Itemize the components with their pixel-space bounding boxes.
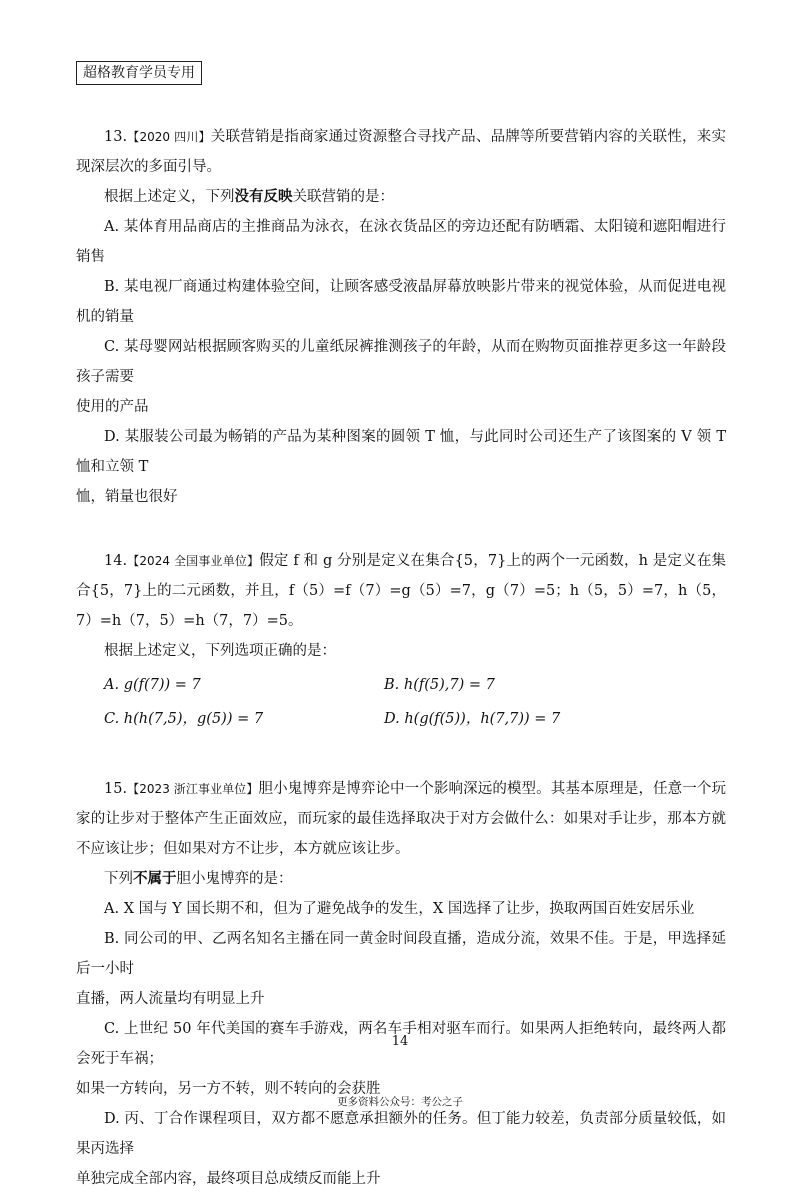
q13-option-d-line2: 恤，销量也很好: [76, 489, 178, 505]
q15-option-b-line1: B. 同公司的甲、乙两名知名主播在同一黄金时间段直播，造成分流，效果不佳。于是，甲选择延后一小时: [76, 931, 726, 977]
q13-prompt-bold: 没有反映: [234, 188, 293, 205]
q14-option-a: A. g(f(7)) = 7: [104, 677, 201, 693]
q13-option-c-line1: C. 某母婴网站根据顾客购买的儿童纸尿裤推测孩子的年龄，从而在购物页面推荐更多这一年龄段孩子需要: [76, 339, 726, 385]
question-13: [76, 122, 726, 512]
q15-prompt-bold: 不属于: [133, 870, 177, 887]
q14-prompt: 根据上述定义，下列选项正确的是：: [104, 643, 336, 659]
q14-options-row-1: [76, 670, 726, 700]
q13-prompt-post: 关联营销的是：: [292, 189, 394, 205]
q14-option-c: C. h(h(7,5)，g(5)) = 7: [104, 711, 264, 727]
q13-option-d-line1: D. 某服装公司最为畅销的产品为某种图案的圆领 T 恤，与此同时公司还生产了该图案的 V 领 T 恤和立领 T: [76, 429, 726, 475]
q15-source-tag: 【2023 浙江事业单位】: [127, 782, 259, 796]
q14-option-d: D. h(g(f(5))，h(7,7)) = 7: [384, 711, 561, 727]
q13-number: 13.: [104, 129, 128, 145]
q13-option-c-line2: 使用的产品: [76, 399, 149, 415]
q14-option-b: B. h(f(5),7) = 7: [384, 677, 495, 693]
watermark-stamp: 超格教育学员专用: [76, 61, 202, 85]
q14-source-tag: 【2024 全国事业单位】: [127, 554, 260, 568]
q15-prompt-post: 胆小鬼博弈的是：: [176, 871, 293, 887]
q13-source-tag: 【2020 四川】: [127, 130, 211, 144]
q14-options-row-2: [76, 704, 726, 734]
q13-option-b: B. 某电视厂商通过构建体验空间，让顾客感受液晶屏幕放映影片带来的视觉体验，从而促进电视机的销量: [76, 279, 726, 325]
q13-stem-text: 关联营销是指商家通过资源整合寻找产品、品牌等所要营销内容的关联性，来实现深层次的多面引导。: [76, 129, 726, 175]
question-15: [76, 774, 726, 1194]
q13-prompt-pre: 根据上述定义，下列: [104, 189, 235, 205]
q15-prompt-pre: 下列: [104, 871, 133, 887]
q15-option-c-line2: 如果一方转向，另一方不转，则不转向的会获胜: [76, 1081, 381, 1097]
q15-prompt: [76, 864, 726, 894]
q15-option-d-line2: 单独完成全部内容，最终项目总成绩反而能上升: [76, 1171, 381, 1187]
q15-option-c-line1: C. 上世纪 50 年代美国的赛车手游戏，两名车手相对驱车而行。如果两人拒绝转向，最终两人都会死于车祸；: [76, 1021, 726, 1067]
q13-prompt: [76, 182, 726, 212]
q13-option-a: A. 某体育用品商店的主推商品为泳衣，在泳衣货品区的旁边还配有防晒霜、太阳镜和遮阳帽进行销售: [76, 219, 726, 265]
q14-stem: [76, 546, 726, 636]
footer-promo: 更多资料公众号：考公之子: [337, 1096, 463, 1108]
q15-option-b-line2: 直播，两人流量均有明显上升: [76, 991, 265, 1007]
q13-stem: [76, 122, 726, 182]
q14-stem-text: 假定 f 和 g 分别是定义在集合{5，7}上的两个一元函数，h 是定义在集合{5，7}上的二元函数，并且，f（5）=f（7）=g（5）=7，g（7）=5；h（5，5）=7，h（5，7）=h（7，5）=h（7，7）=5。: [76, 553, 727, 629]
q14-number: 14.: [104, 553, 128, 569]
question-14: [76, 546, 726, 734]
q15-option-d-line1: D. 丙、丁合作课程项目，双方都不愿意承担额外的任务。但丁能力较差，负责部分质量较低，如果丙选择: [76, 1111, 726, 1157]
q15-option-a: A. X 国与 Y 国长期不和，但为了避免战争的发生，X 国选择了让步，换取两国百姓安居乐业: [104, 901, 695, 917]
q15-number: 15.: [104, 781, 128, 797]
page-number: 14: [391, 1034, 409, 1049]
q15-stem: [76, 774, 726, 864]
q15-stem-text: 胆小鬼博弈是博弈论中一个影响深远的模型。其基本原理是，任意一个玩家的让步对于整体产生正面效应，而玩家的最佳选择取决于对方会做什么：如果对手让步，那本方就不应该让步；但如果对方不让步，本方就应该让步。: [76, 781, 727, 857]
